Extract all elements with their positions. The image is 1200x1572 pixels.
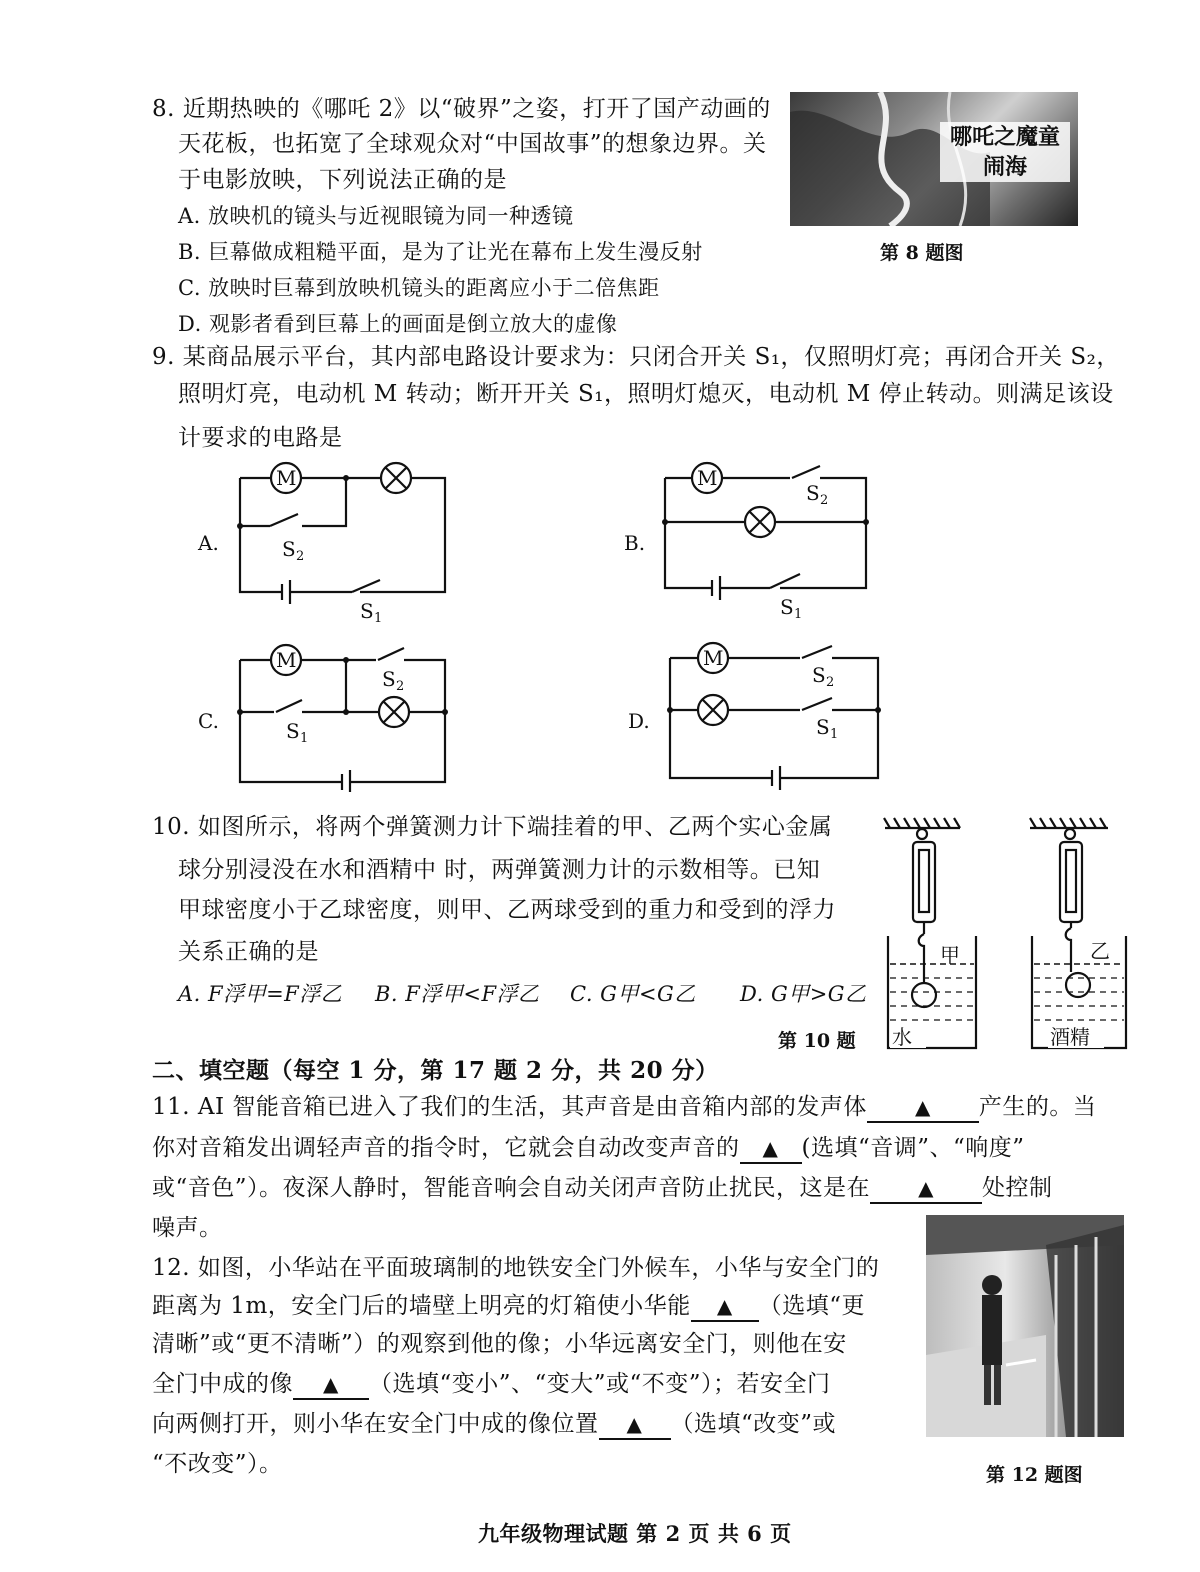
q8-figure-caption: 第 8 题图: [880, 242, 964, 264]
q10-option-d: D. G甲>G乙: [740, 982, 867, 1006]
q11-blank-1[interactable]: ▲: [867, 1093, 979, 1123]
q9-stem-line-1: 9. 某商品展示平台，其内部电路设计要求为：只闭合开关 S₁，仅照明灯亮；再闭合开关 S₂，: [152, 344, 1120, 370]
svg-text:S: S: [282, 537, 296, 561]
q12-blank-1[interactable]: ▲: [691, 1292, 759, 1322]
q10-stem-line-2: 球分别浸没在水和酒精中 时，两弹簧测力计的示数相等。已知: [178, 857, 821, 883]
q12-line-1: 12. 如图，小华站在平面玻璃制的地铁安全门外候车，小华与安全门的: [152, 1255, 880, 1281]
q10-figure-caption: 第 10 题: [778, 1030, 856, 1052]
q12-blank-2[interactable]: ▲: [293, 1370, 369, 1400]
q11-blank-2[interactable]: ▲: [740, 1134, 802, 1164]
q12-line-3: 清晰”或“更不清晰”）的观察到他的像；小华远离安全门，则他在安: [152, 1331, 847, 1357]
q12-blank-3[interactable]: ▲: [599, 1410, 671, 1440]
q11-line-4: 噪声。: [152, 1215, 223, 1241]
svg-text:2: 2: [396, 679, 405, 694]
circuit-c-label: C.: [198, 709, 219, 733]
svg-text:S: S: [360, 599, 374, 623]
q10-stem-line-1: 10. 如图所示，将两个弹簧测力计下端挂着的甲、乙两个实心金属: [152, 814, 833, 840]
svg-text:S: S: [816, 715, 830, 739]
q8-option-d: D. 观影者看到巨幕上的画面是倒立放大的虚像: [178, 312, 618, 336]
q12-line-4: 全门中成的像 ▲ （选填“变小”、“变大”或“不变”）；若安全门: [152, 1370, 831, 1400]
q11-blank-3[interactable]: ▲: [870, 1174, 982, 1204]
section-2-heading: 二、填空题（每空 1 分，第 17 题 2 分，共 20 分）: [152, 1057, 719, 1084]
circuit-d: [620, 642, 900, 792]
svg-text:2: 2: [826, 675, 835, 690]
svg-text:S: S: [812, 663, 826, 687]
q8-option-b: B. 巨幕做成粗糙平面，是为了让光在幕布上发生漫反射: [178, 240, 703, 264]
svg-text:S: S: [286, 719, 300, 743]
svg-text:S: S: [806, 481, 820, 505]
circuit-b-label: B.: [624, 531, 646, 555]
q8-stem-line-3: 于电影放映，下列说法正确的是: [178, 167, 507, 193]
q10-option-a: A. F浮甲=F浮乙: [178, 982, 343, 1006]
q8-option-a: A. 放映机的镜头与近视眼镜为同一种透镜: [178, 204, 574, 228]
svg-text:2: 2: [820, 493, 829, 508]
q12-subway-photo: [926, 1215, 1124, 1437]
q11-line-1: 11. AI 智能音箱已进入了我们的生活，其声音是由音箱内部的发声体 ▲ 产生的。当: [152, 1093, 1096, 1123]
svg-text:S: S: [382, 667, 396, 691]
svg-text:S: S: [780, 595, 794, 619]
q10-stem-line-3: 甲球密度小于乙球密度，则甲、乙两球受到的重力和受到的浮力: [178, 897, 836, 923]
label-jia: 甲: [940, 943, 960, 967]
circuit-b: [620, 462, 890, 622]
q9-stem-line-2: 照明灯亮，电动机 M 转动；断开开关 S₁，照明灯熄灭，电动机 M 停止转动。则满足该设: [178, 381, 1114, 407]
q12-line-6: “不改变”）。: [152, 1451, 283, 1477]
q12-line-5: 向两侧打开，则小华在安全门中成的像位置 ▲ （选填“改变”或: [152, 1410, 836, 1440]
q10-option-b: B. F浮甲<F浮乙: [375, 982, 540, 1006]
svg-text:1: 1: [374, 611, 383, 626]
label-yi: 乙: [1090, 939, 1110, 963]
svg-text:M: M: [276, 648, 297, 672]
q10-spring-scales-figure: [880, 812, 1140, 1052]
circuit-a: [190, 462, 450, 626]
circuit-d-label: D.: [628, 709, 650, 733]
page-footer: 九年级物理试题 第 2 页 共 6 页: [478, 1521, 792, 1546]
svg-text:1: 1: [300, 731, 309, 746]
q12-figure-caption: 第 12 题图: [986, 1464, 1083, 1486]
circuit-c: [190, 642, 460, 792]
q8-option-c: C. 放映时巨幕到放映机镜头的距离应小于二倍焦距: [178, 276, 660, 300]
svg-text:2: 2: [296, 549, 305, 564]
poster-title-text: 哪吒之魔童闹海: [940, 122, 1070, 182]
q8-stem-line-1: 8. 近期热映的《哪吒 2》以“破界”之姿，打开了国产动画的: [152, 96, 771, 122]
q11-line-2: 你对音箱发出调轻声音的指令时，它就会自动改变声音的 ▲ (选填“音调”、“响度”: [152, 1134, 1025, 1164]
svg-text:M: M: [276, 466, 297, 490]
q9-stem-line-3: 计要求的电路是: [178, 425, 343, 451]
svg-text:1: 1: [830, 727, 839, 742]
svg-text:M: M: [703, 646, 724, 670]
q11-line-3: 或“音色”）。夜深人静时，智能音响会自动关闭声音防止扰民，这是在 ▲ 处控制: [152, 1174, 1053, 1204]
q10-stem-line-4: 关系正确的是: [178, 939, 319, 965]
svg-text:1: 1: [794, 607, 803, 622]
q12-line-2: 距离为 1m，安全门后的墙壁上明亮的灯箱使小华能 ▲ （选填“更: [152, 1292, 865, 1322]
q8-poster-image: [790, 92, 1078, 226]
label-alcohol: 酒精: [1050, 1025, 1090, 1049]
label-water: 水: [892, 1025, 912, 1049]
circuit-a-label: A.: [198, 531, 219, 555]
q8-stem-line-2: 天花板，也拓宽了全球观众对“中国故事”的想象边界。关: [178, 131, 767, 157]
q10-option-c: C. G甲<G乙: [570, 982, 696, 1006]
svg-text:M: M: [697, 466, 718, 490]
